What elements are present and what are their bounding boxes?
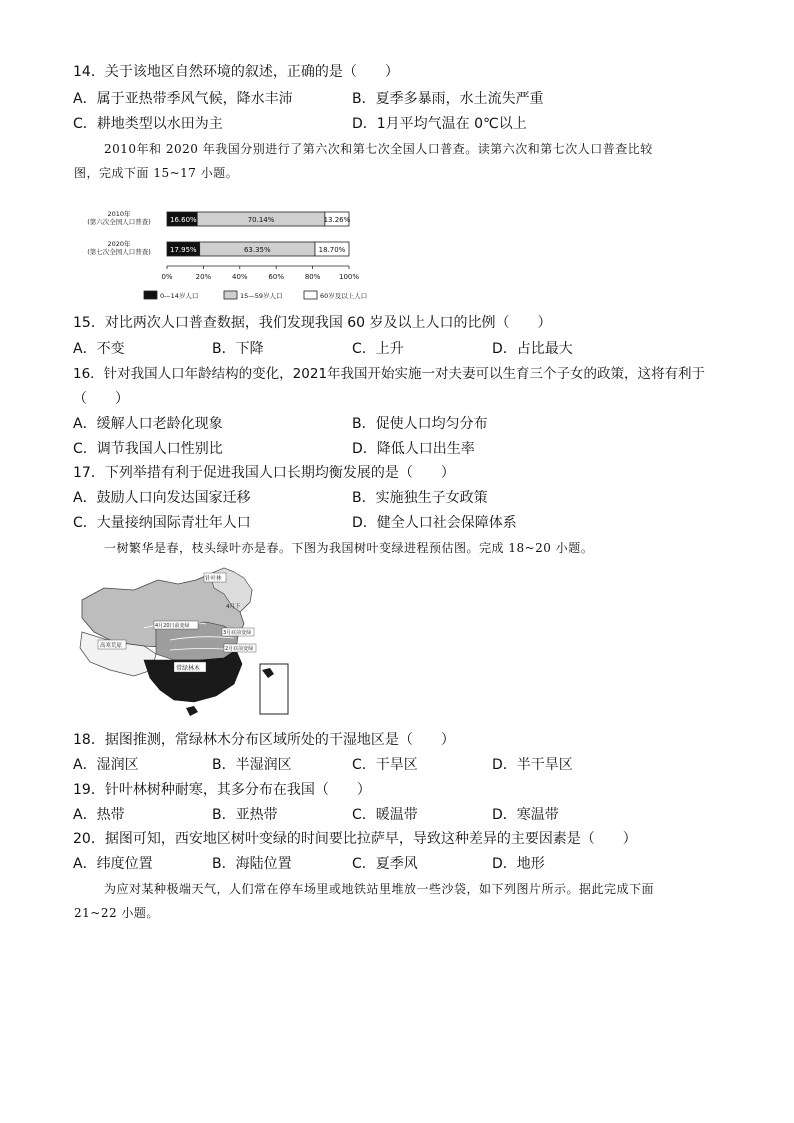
map-label-evergreen: 常绿林木 bbox=[176, 665, 201, 672]
map-hainan-island bbox=[186, 706, 198, 716]
q17-option-d: D．健全人口社会保障体系 bbox=[352, 515, 517, 531]
map-label-mar: 3月底前变绿 bbox=[223, 630, 252, 636]
chart-tick-label: 0% bbox=[161, 273, 173, 281]
chart-legend-label: 15—59岁人口 bbox=[240, 292, 283, 300]
q17-option-a: A．鼓励人口向发达国家迁移 bbox=[73, 490, 251, 506]
chart-tick-label: 60% bbox=[268, 273, 284, 281]
q16-option-c: C．调节我国人口性别比 bbox=[73, 441, 223, 457]
q20-option-a: A．纬度位置 bbox=[73, 856, 153, 872]
q19-stem: 19．针叶林树种耐寒，其多分布在我国（ ） bbox=[73, 782, 371, 798]
q17-option-b: B．实施独生子女政策 bbox=[352, 490, 488, 506]
q18-option-d: D．半干旱区 bbox=[492, 757, 573, 773]
q16-option-a: A．缓解人口老龄化现象 bbox=[73, 416, 223, 432]
tree-intro: 一树繁华是春，枝头绿叶亦是春。下图为我国树叶变绿进程预估图。完成 18~20 小题。 bbox=[104, 541, 594, 555]
census-intro-line2: 图，完成下面 15~17 小题。 bbox=[74, 166, 239, 180]
sandbag-intro-line2: 21~22 小题。 bbox=[74, 906, 159, 920]
q15-option-b: B．下降 bbox=[212, 341, 264, 357]
q19-option-a: A．热带 bbox=[73, 807, 125, 823]
chart-data-label: 63.35% bbox=[243, 246, 271, 254]
q18-option-c: C．干旱区 bbox=[352, 757, 418, 773]
q14-stem: 14．关于该地区自然环境的叙述，正确的是（ ） bbox=[73, 64, 399, 80]
q15-option-c: C．上升 bbox=[352, 341, 404, 357]
census-bar-chart bbox=[72, 200, 382, 308]
q16-option-b: B．促使人口均匀分布 bbox=[352, 416, 488, 432]
q17-option-c: C．大量接纳国际青壮年人口 bbox=[73, 515, 251, 531]
q14-option-c: C．耕地类型以水田为主 bbox=[73, 116, 223, 132]
map-label-apr20: 4月20日前变绿 bbox=[155, 623, 190, 629]
sandbag-intro-line1: 为应对某种极端天气，人们常在停车场里或地铁站里堆放一些沙袋，如下列图片所示。据此完成下面 bbox=[104, 882, 655, 896]
q15-option-d: D．占比最大 bbox=[492, 341, 573, 357]
chart-data-label: 17.95% bbox=[170, 246, 197, 254]
q16-option-d: D．降低人口出生率 bbox=[352, 441, 475, 457]
chart-legend-label: 0—14岁人口 bbox=[160, 292, 199, 300]
chart-tick-label: 40% bbox=[232, 273, 248, 281]
chart-tick-label: 100% bbox=[338, 273, 360, 281]
q18-stem: 18．据图推测，常绿林木分布区域所处的干湿地区是（ ） bbox=[73, 732, 455, 748]
q20-option-c: C．夏季风 bbox=[352, 856, 418, 872]
chart-tick-label: 80% bbox=[304, 273, 321, 281]
chart-legend-swatch bbox=[224, 291, 237, 299]
q16-stem: 16．针对我国人口年龄结构的变化，2021年我国开始实施一对夫妻可以生育三个子女的政策，这将有利于 bbox=[73, 366, 706, 382]
q20-option-b: B．海陆位置 bbox=[212, 856, 292, 872]
map-label-plateau: 高寒荒原 bbox=[100, 643, 123, 649]
chart-category-label-line1: 2010年 bbox=[107, 210, 131, 218]
q14-option-d: D．1月平均气温在 0℃以上 bbox=[352, 116, 527, 132]
chart-legend-swatch bbox=[144, 291, 157, 299]
chart-data-label: 13.26% bbox=[323, 216, 351, 224]
chart-legend-swatch bbox=[304, 291, 317, 299]
q17-stem: 17．下列举措有利于促进我国人口长期均衡发展的是（ ） bbox=[73, 465, 455, 481]
q19-option-b: B．亚热带 bbox=[212, 807, 278, 823]
census-intro-line1: 2010年和 2020 年我国分别进行了第六次和第七次全国人口普查。读第六次和第七次人口普查比较 bbox=[104, 142, 653, 156]
q20-option-d: D．地形 bbox=[492, 856, 545, 872]
chart-legend-label: 60岁及以上人口 bbox=[320, 292, 368, 300]
chart-category-label-line1: 2020年 bbox=[107, 240, 131, 248]
q14-option-b: B．夏季多暴雨，水土流失严重 bbox=[352, 91, 544, 107]
q15-option-a: A．不变 bbox=[73, 341, 125, 357]
map-label-coniferous: 针叶林 bbox=[205, 576, 222, 582]
q19-option-c: C．暖温带 bbox=[352, 807, 418, 823]
map-label-late-april: 4月下 bbox=[226, 604, 241, 610]
map-label-feb: 2月底前变绿 bbox=[225, 646, 254, 652]
q16-stem-bracket: （ ） bbox=[73, 391, 129, 407]
chart-tick-label: 20% bbox=[195, 273, 212, 281]
q15-stem: 15．对比两次人口普查数据，我们发现我国 60 岁及以上人口的比例（ ） bbox=[73, 315, 552, 331]
q18-option-a: A．湿润区 bbox=[73, 757, 139, 773]
china-leaf-greening-map bbox=[74, 566, 294, 718]
q18-option-b: B．半湿润区 bbox=[212, 757, 292, 773]
chart-category-label-line2: (第七次全国人口普查) bbox=[87, 248, 151, 256]
chart-data-label: 70.14% bbox=[247, 216, 275, 224]
chart-data-label: 18.70% bbox=[318, 246, 346, 254]
q19-option-d: D．寒温带 bbox=[492, 807, 559, 823]
q14-option-a: A．属于亚热带季风气候，降水丰沛 bbox=[73, 91, 293, 107]
q20-stem: 20．据图可知，西安地区树叶变绿的时间要比拉萨早，导致这种差异的主要因素是（ ） bbox=[73, 831, 637, 847]
chart-category-label-line2: (第六次全国人口普查) bbox=[87, 218, 151, 226]
chart-data-label: 16.60% bbox=[170, 216, 197, 224]
